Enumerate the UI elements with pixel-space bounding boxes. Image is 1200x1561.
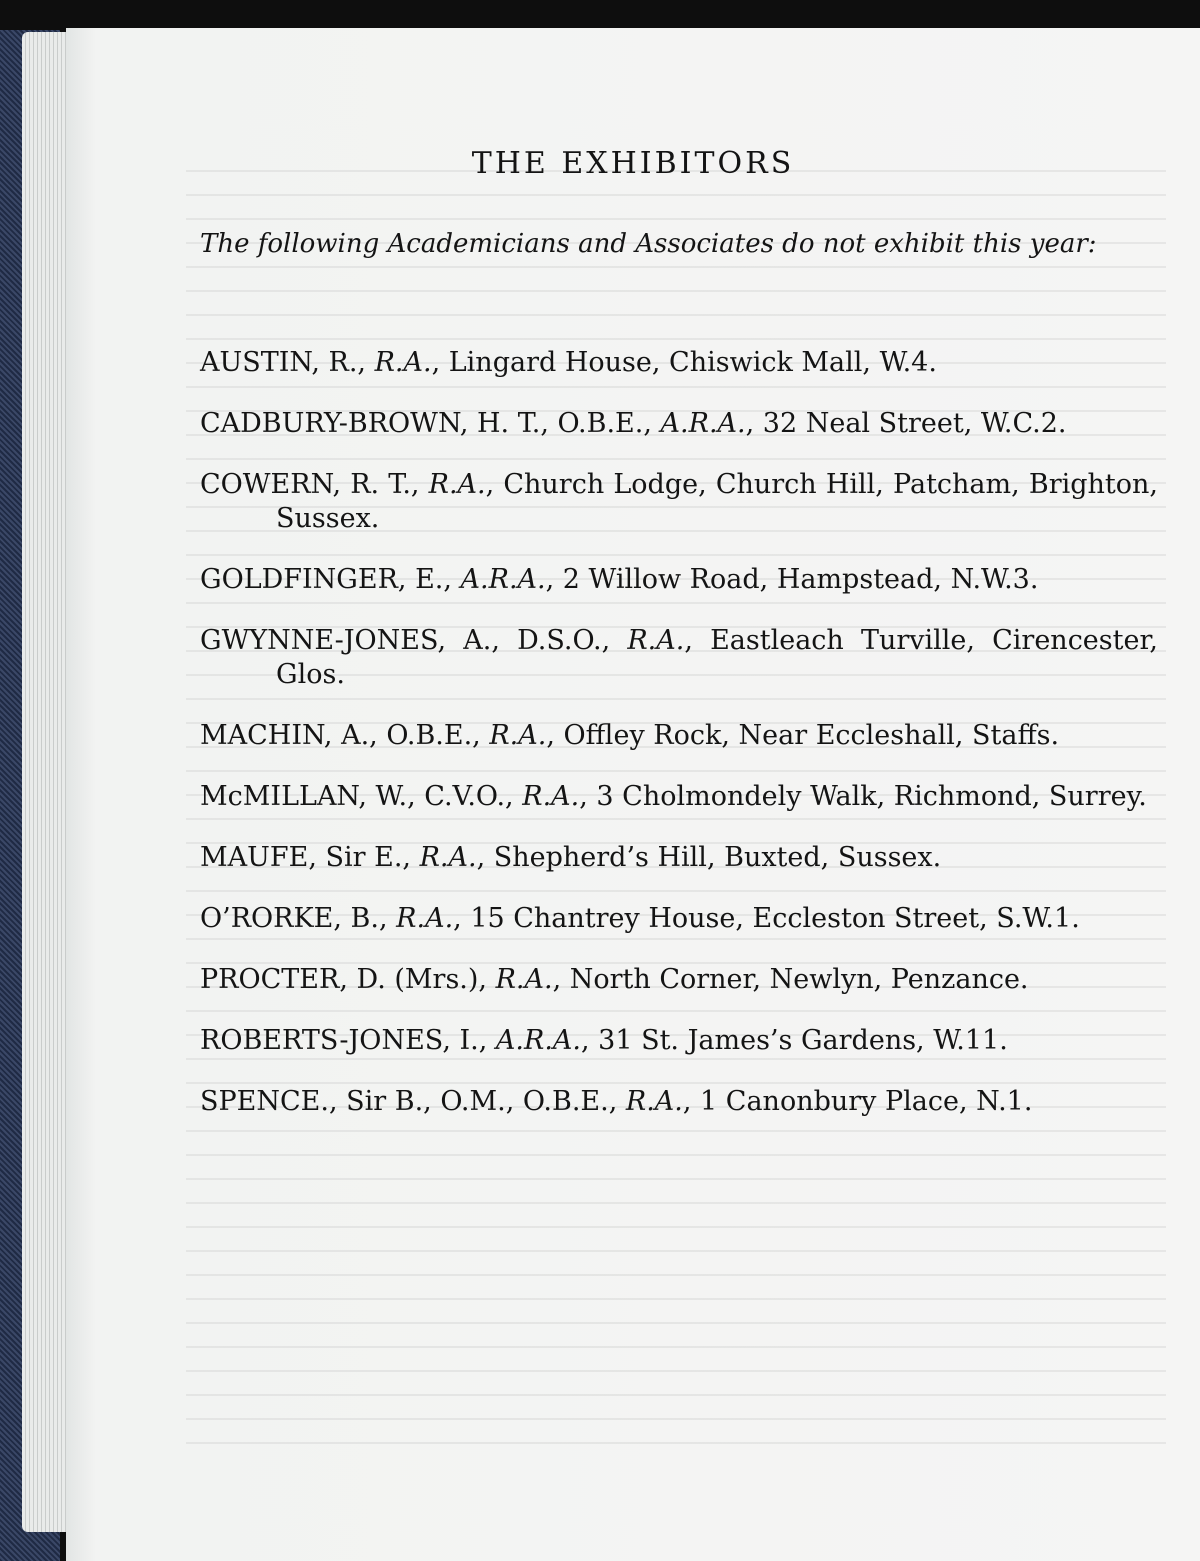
exhibitor-name: MAUFE, Sir E.,	[200, 842, 420, 873]
exhibitor-address: , Lingard House, Chiswick Mall, W.4.	[431, 347, 937, 378]
list-item	[200, 468, 1158, 536]
exhibitor-address: , Church Lodge, Church Hill, Patcham, Brighton, Sussex.	[276, 469, 1158, 534]
exhibitor-address: , North Corner, Newlyn, Penzance.	[552, 964, 1029, 995]
exhibitor-address: , Eastleach Turville, Cirencester, Glos.	[276, 625, 1158, 690]
book-page	[66, 28, 1200, 1561]
list-item	[200, 963, 1158, 997]
exhibitor-name: O’RORKE, B.,	[200, 903, 397, 934]
exhibitor-address: , Offley Rock, Near Eccleshall, Staffs.	[546, 720, 1060, 751]
list-item	[200, 780, 1158, 814]
list-item	[200, 1024, 1158, 1058]
exhibitor-name: GOLDFINGER, E.,	[200, 564, 461, 595]
exhibitor-list	[200, 346, 1158, 1146]
exhibitor-rank: A.R.A.	[660, 408, 746, 439]
exhibitor-name: McMILLAN, W., C.V.O.,	[200, 781, 523, 812]
exhibitor-rank: R.A.	[396, 903, 454, 934]
list-item	[200, 407, 1158, 441]
exhibitor-rank: R.A.	[428, 469, 486, 500]
list-item	[200, 719, 1158, 753]
list-item	[200, 563, 1158, 597]
exhibitor-name: MACHIN, A., O.B.E.,	[200, 720, 490, 751]
exhibitor-address: , 31 St. James’s Gardens, W.11.	[580, 1025, 1008, 1056]
exhibitor-name: GWYNNE-JONES, A., D.S.O.,	[200, 625, 628, 656]
list-item	[200, 902, 1158, 936]
exhibitor-rank: R.A.	[522, 781, 580, 812]
exhibitor-name: COWERN, R. T.,	[200, 469, 429, 500]
exhibitor-name: PROCTER, D. (Mrs.),	[200, 964, 496, 995]
list-item	[200, 624, 1158, 692]
exhibitor-rank: R.A.	[625, 1086, 683, 1117]
list-item	[200, 346, 1158, 380]
exhibitor-address: , 1 Canonbury Place, N.1.	[682, 1086, 1033, 1117]
exhibitor-address: , 15 Chantrey House, Eccleston Street, S.W.1.	[453, 903, 1080, 934]
exhibitor-rank: R.A.	[489, 720, 547, 751]
exhibitor-rank: A.R.A.	[495, 1025, 581, 1056]
exhibitor-name: SPENCE., Sir B., O.M., O.B.E.,	[200, 1086, 626, 1117]
exhibitor-name: CADBURY-BROWN, H. T., O.B.E.,	[200, 408, 661, 439]
exhibitor-address: , 32 Neal Street, W.C.2.	[745, 408, 1067, 439]
exhibitor-name: AUSTIN, R.,	[200, 347, 375, 378]
intro-text: The following Academicians and Associates do not exhibit this year:	[200, 229, 1097, 259]
exhibitor-name: ROBERTS-JONES, I.,	[200, 1025, 496, 1056]
page-title: THE EXHIBITORS	[471, 146, 795, 181]
exhibitor-rank: A.R.A.	[460, 564, 546, 595]
exhibitor-address: , 3 Cholmondely Walk, Richmond, Surrey.	[579, 781, 1147, 812]
exhibitor-address: , Shepherd’s Hill, Buxted, Sussex.	[476, 842, 942, 873]
exhibitor-rank: R.A.	[419, 842, 477, 873]
list-item	[200, 841, 1158, 875]
exhibitor-rank: R.A.	[627, 625, 685, 656]
exhibitor-address: , 2 Willow Road, Hampstead, N.W.3.	[545, 564, 1039, 595]
list-item	[200, 1085, 1158, 1119]
exhibitor-rank: R.A.	[374, 347, 432, 378]
exhibitor-rank: R.A.	[495, 964, 553, 995]
